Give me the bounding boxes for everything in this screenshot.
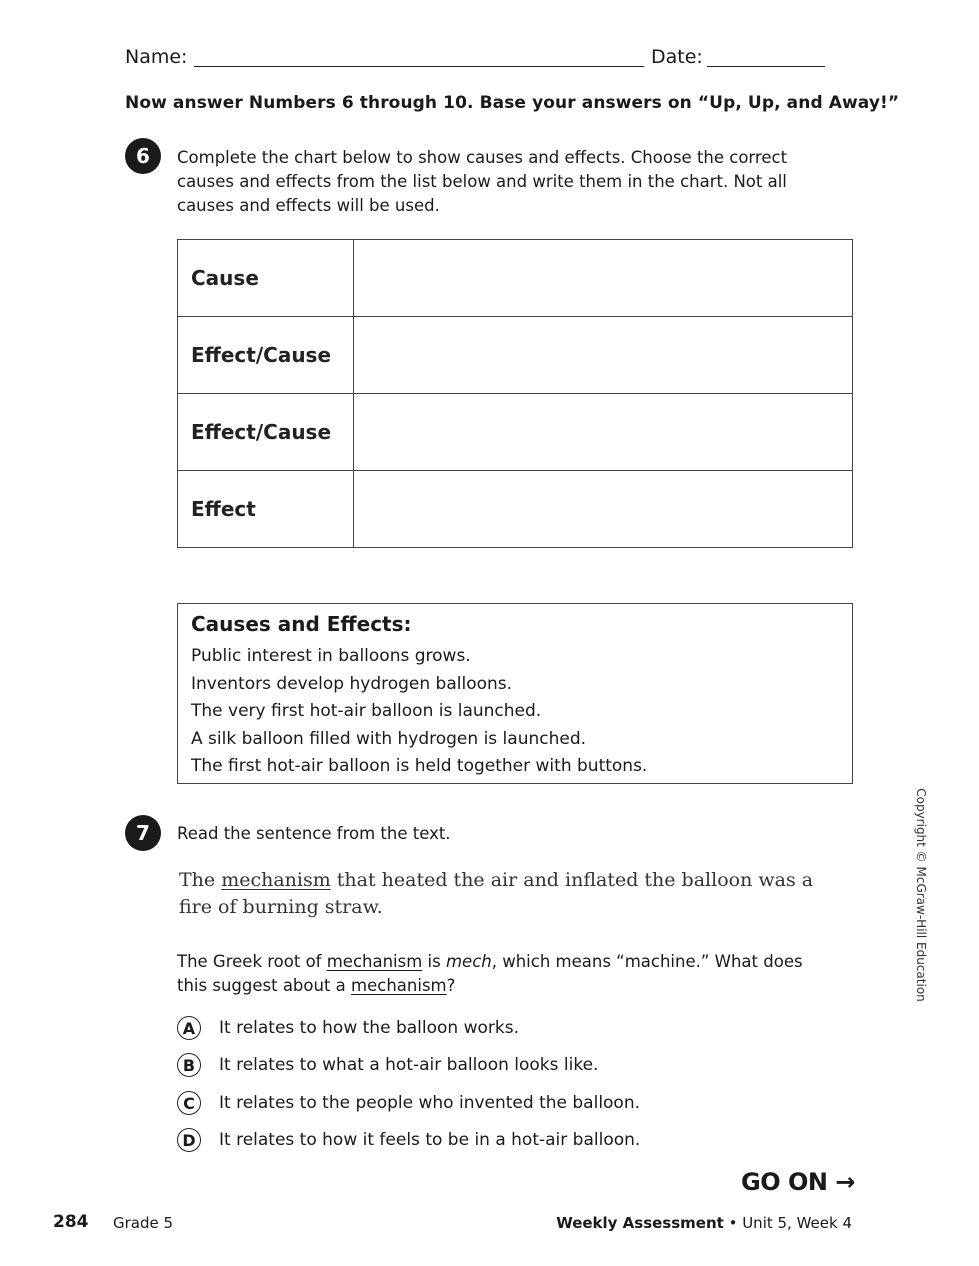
- chart-row: [178, 317, 853, 394]
- chart-answer-cell[interactable]: [354, 240, 853, 317]
- chart-row: [178, 240, 853, 317]
- chart-answer-cell[interactable]: [354, 394, 853, 471]
- list-item: A silk balloon filled with hydrogen is launched.: [191, 728, 587, 749]
- choice-bubble[interactable]: B: [177, 1053, 201, 1077]
- copyright-notice: Copyright © McGraw-Hill Education: [914, 788, 928, 1002]
- list-item: The very first hot-air balloon is launched.: [191, 701, 542, 721]
- chart-row-label: Cause: [178, 240, 354, 317]
- question-7-prompt: Read the sentence from the text.: [177, 824, 451, 843]
- date-label: Date:: [651, 46, 703, 68]
- answer-choice-b[interactable]: [177, 1053, 598, 1077]
- section-instructions: Now answer Numbers 6 through 10. Base your answers on “Up, Up, and Away!”: [125, 93, 900, 113]
- page-number: 284: [53, 1212, 89, 1232]
- vocab-word: mechanism: [351, 976, 447, 995]
- choice-text: It relates to how it feels to be in a hot-air balloon.: [219, 1130, 641, 1150]
- chart-row-label: Effect/Cause: [178, 394, 354, 471]
- answer-choice-a[interactable]: [177, 1016, 519, 1040]
- choice-text: It relates to how the balloon works.: [219, 1018, 519, 1038]
- vocab-word: mechanism: [221, 869, 331, 891]
- name-label: Name:: [125, 46, 188, 68]
- question-6-number: 6: [125, 138, 161, 174]
- name-field-line[interactable]: [194, 66, 644, 67]
- chart-answer-cell[interactable]: [354, 317, 853, 394]
- chart-row-label: Effect/Cause: [178, 317, 354, 394]
- text-excerpt: [179, 867, 839, 921]
- question-7-stem: [177, 950, 837, 998]
- greek-root: mech: [445, 952, 492, 971]
- vocab-word: mechanism: [326, 952, 423, 971]
- cause-effect-chart: [177, 239, 853, 548]
- choice-bubble[interactable]: A: [177, 1016, 201, 1040]
- chart-row: [178, 394, 853, 471]
- word-bank-title: Causes and Effects:: [191, 612, 412, 636]
- answer-choice-d[interactable]: [177, 1128, 640, 1152]
- stem-text: ?: [446, 976, 456, 995]
- date-field-line[interactable]: [707, 66, 825, 67]
- chart-row-label: Effect: [178, 471, 354, 548]
- choice-bubble[interactable]: C: [177, 1091, 201, 1115]
- grade-label: Grade 5: [113, 1214, 174, 1232]
- question-6-prompt: Complete the chart below to show causes and effects. Choose the correct causes and effects from the list below and write them in the chart. Not all causes and effects will be used.: [177, 148, 788, 215]
- question-7-number: 7: [125, 815, 161, 851]
- word-bank-list: [191, 643, 647, 781]
- answer-choice-c[interactable]: [177, 1091, 640, 1115]
- choice-text: It relates to the people who invented the balloon.: [219, 1093, 641, 1113]
- stem-text: , which means “machine.” What does this suggest about a: [177, 952, 803, 995]
- excerpt-text: that heated the air and inflated the balloon was a fire of burning straw.: [179, 869, 814, 918]
- excerpt-text: The: [179, 869, 222, 891]
- list-item: Public interest in balloons grows.: [191, 646, 471, 666]
- go-on-label: GO ON →: [741, 1168, 855, 1196]
- bullet-separator: •: [723, 1214, 743, 1232]
- stem-text: The Greek root of: [177, 952, 327, 971]
- assessment-info: [556, 1214, 852, 1232]
- list-item: Inventors develop hydrogen balloons.: [191, 673, 513, 694]
- chart-row: [178, 471, 853, 548]
- unit-week: Unit 5, Week 4: [742, 1214, 852, 1232]
- assessment-title: Weekly Assessment: [556, 1214, 724, 1232]
- choice-bubble[interactable]: D: [177, 1128, 201, 1152]
- causes-effects-word-bank: [177, 603, 853, 784]
- stem-text: is: [422, 952, 446, 971]
- list-item: The first hot-air balloon is held together with buttons.: [191, 756, 648, 776]
- choice-text: It relates to what a hot-air balloon looks like.: [219, 1055, 599, 1075]
- chart-answer-cell[interactable]: [354, 471, 853, 548]
